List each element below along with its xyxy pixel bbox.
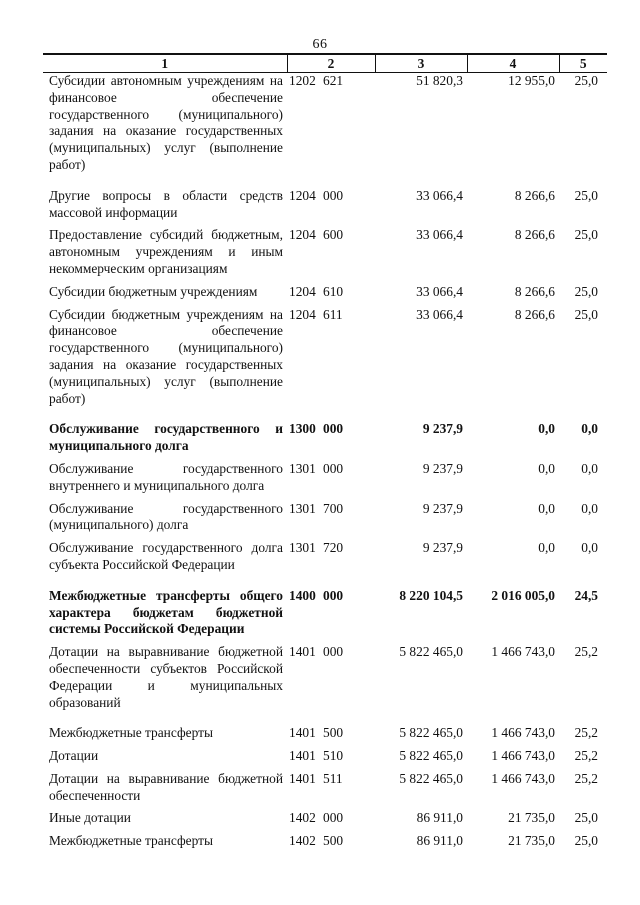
row-name: Иные дотации [49, 810, 131, 826]
target-code: 510 [323, 748, 344, 764]
row-plan: 86 911,0 [416, 810, 463, 826]
table-row [43, 771, 607, 811]
target-code: 500 [323, 725, 344, 741]
row-code [287, 188, 375, 228]
row-fact: 8 266,6 [514, 306, 555, 322]
row-fact: 8 266,6 [514, 227, 555, 243]
table-row [43, 540, 607, 588]
target-code: 720 [323, 540, 344, 556]
table-row [43, 73, 607, 188]
section-code: 1402 [289, 810, 316, 826]
table-row [43, 588, 607, 644]
row-plan: 5 822 465,0 [399, 725, 463, 741]
target-code: 700 [323, 500, 344, 516]
section-code: 1301 [289, 460, 316, 476]
table-row [43, 810, 607, 833]
table-header-row [43, 54, 607, 73]
budget-table [43, 53, 607, 850]
target-code: 621 [323, 73, 344, 88]
row-plan: 5 822 465,0 [399, 770, 463, 786]
table-row [43, 188, 607, 228]
row-code [287, 588, 375, 644]
row-fact: 1 466 743,0 [491, 748, 555, 764]
table-row [43, 501, 607, 541]
section-code: 1204 [289, 187, 316, 203]
header-col-1: 1 [43, 54, 287, 73]
row-name: Дотации на выравнивание бюджетной обеспеченности [49, 770, 283, 803]
row-fact: 21 735,0 [508, 833, 555, 849]
target-code: 611 [323, 306, 343, 322]
row-name: Межбюджетные трансферты [49, 833, 213, 849]
row-code [287, 833, 375, 850]
table-row [43, 307, 607, 422]
row-percent: 0,0 [581, 500, 598, 516]
table-row [43, 644, 607, 725]
row-plan: 9 237,9 [422, 540, 463, 556]
row-fact: 21 735,0 [508, 810, 555, 826]
row-name: Межбюджетные трансферты общего характера бюджетам бюджетной системы Российской Федерации [49, 587, 283, 637]
row-name: Обслуживание государственного внутреннего и муниципального долга [49, 460, 283, 493]
row-fact: 1 466 743,0 [491, 770, 555, 786]
table-row [43, 748, 607, 771]
header-col-3: 3 [375, 54, 467, 73]
table-row [43, 461, 607, 501]
row-code [287, 771, 375, 811]
section-code: 1401 [289, 770, 316, 786]
section-code: 1402 [289, 833, 316, 849]
section-code: 1401 [289, 748, 316, 764]
row-name: Межбюджетные трансферты [49, 725, 213, 741]
target-code: 000 [323, 187, 344, 203]
row-fact: 0,0 [538, 421, 555, 437]
row-percent: 25,0 [574, 187, 598, 203]
page-number: 66 [312, 37, 328, 52]
row-plan: 9 237,9 [422, 421, 463, 437]
row-fact: 8 266,6 [514, 283, 555, 299]
row-plan: 33 066,4 [416, 283, 463, 299]
row-plan: 8 220 104,5 [399, 587, 463, 603]
section-code: 1204 [289, 283, 316, 299]
row-fact: 8 266,6 [514, 187, 555, 203]
row-name: Дотации на выравнивание бюджетной обеспеченности субъектов Российской Федерации и муниципальных образований [49, 644, 283, 710]
row-name: Субсидии бюджетным учреждениям [49, 283, 258, 299]
row-code [287, 421, 375, 461]
table-row [43, 284, 607, 307]
section-code: 1401 [289, 725, 316, 741]
target-code: 000 [323, 810, 344, 826]
row-name: Субсидии автономным учреждениям на финансовое обеспечение государственного (муниципального) задания на оказание государственных (муниципальных) услуг (выполнение работ) [49, 73, 283, 172]
target-code: 600 [323, 227, 344, 243]
target-code: 000 [323, 460, 344, 476]
section-code: 1400 [289, 587, 316, 603]
row-percent: 25,0 [574, 833, 598, 849]
row-plan: 5 822 465,0 [399, 748, 463, 764]
row-percent: 0,0 [581, 540, 598, 556]
row-fact: 1 466 743,0 [491, 725, 555, 741]
target-code: 000 [323, 644, 344, 660]
row-code [287, 810, 375, 833]
row-percent: 0,0 [581, 460, 598, 476]
row-fact: 0,0 [538, 500, 555, 516]
target-code: 511 [323, 770, 343, 786]
row-plan: 9 237,9 [422, 460, 463, 476]
row-name: Предоставление субсидий бюджетным, автономным учреждениям и иным некоммерческим организациям [49, 227, 283, 276]
row-plan: 33 066,4 [416, 187, 463, 203]
row-plan: 5 822 465,0 [399, 644, 463, 660]
target-code: 000 [323, 587, 344, 603]
row-fact: 0,0 [538, 540, 555, 556]
row-percent: 25,0 [574, 73, 598, 88]
row-name: Обслуживание государственного и муниципального долга [49, 421, 283, 454]
header-col-4: 4 [467, 54, 559, 73]
table-row [43, 833, 607, 850]
row-code [287, 501, 375, 541]
section-code: 1301 [289, 540, 316, 556]
target-code: 610 [323, 283, 344, 299]
row-code [287, 540, 375, 588]
table-row [43, 421, 607, 461]
row-plan: 86 911,0 [416, 833, 463, 849]
row-code [287, 725, 375, 748]
row-percent: 25,2 [574, 770, 598, 786]
row-code [287, 227, 375, 283]
row-percent: 25,0 [574, 227, 598, 243]
section-code: 1300 [289, 421, 316, 437]
header-col-2: 2 [287, 54, 375, 73]
row-code [287, 284, 375, 307]
header-col-5: 5 [559, 54, 607, 73]
row-code [287, 748, 375, 771]
row-fact: 1 466 743,0 [491, 644, 555, 660]
section-code: 1204 [289, 306, 316, 322]
row-name: Другие вопросы в области средств массовой информации [49, 187, 283, 220]
row-plan: 33 066,4 [416, 306, 463, 322]
row-fact: 12 955,0 [508, 73, 555, 88]
row-percent: 0,0 [581, 421, 598, 437]
table-row [43, 227, 607, 283]
row-name: Обслуживание государственного (муниципального) долга [49, 500, 283, 533]
row-name: Субсидии бюджетным учреждениям на финансовое обеспечение государственного (муниципального) задания на оказание государственных (муниципальных) услуг (выполнение работ) [49, 306, 283, 406]
row-percent: 25,2 [574, 725, 598, 741]
row-code [287, 644, 375, 725]
section-code: 1401 [289, 644, 316, 660]
row-plan: 9 237,9 [422, 500, 463, 516]
row-plan: 51 820,3 [416, 73, 463, 88]
table-row [43, 725, 607, 748]
row-code [287, 461, 375, 501]
row-name: Обслуживание государственного долга субъекта Российской Федерации [49, 540, 283, 572]
row-name: Дотации [49, 748, 99, 764]
row-percent: 24,5 [574, 587, 598, 603]
section-code: 1202 [289, 73, 316, 88]
row-plan: 33 066,4 [416, 227, 463, 243]
row-percent: 25,2 [574, 644, 598, 660]
row-percent: 25,0 [574, 283, 598, 299]
row-percent: 25,2 [574, 748, 598, 764]
row-code [287, 307, 375, 422]
section-code: 1301 [289, 500, 316, 516]
row-code [287, 73, 375, 188]
row-percent: 25,0 [574, 306, 598, 322]
row-fact: 2 016 005,0 [491, 587, 555, 603]
row-percent: 25,0 [574, 810, 598, 826]
target-code: 000 [323, 421, 344, 437]
section-code: 1204 [289, 227, 316, 243]
table-body [43, 73, 607, 851]
target-code: 500 [323, 833, 344, 849]
row-fact: 0,0 [538, 460, 555, 476]
